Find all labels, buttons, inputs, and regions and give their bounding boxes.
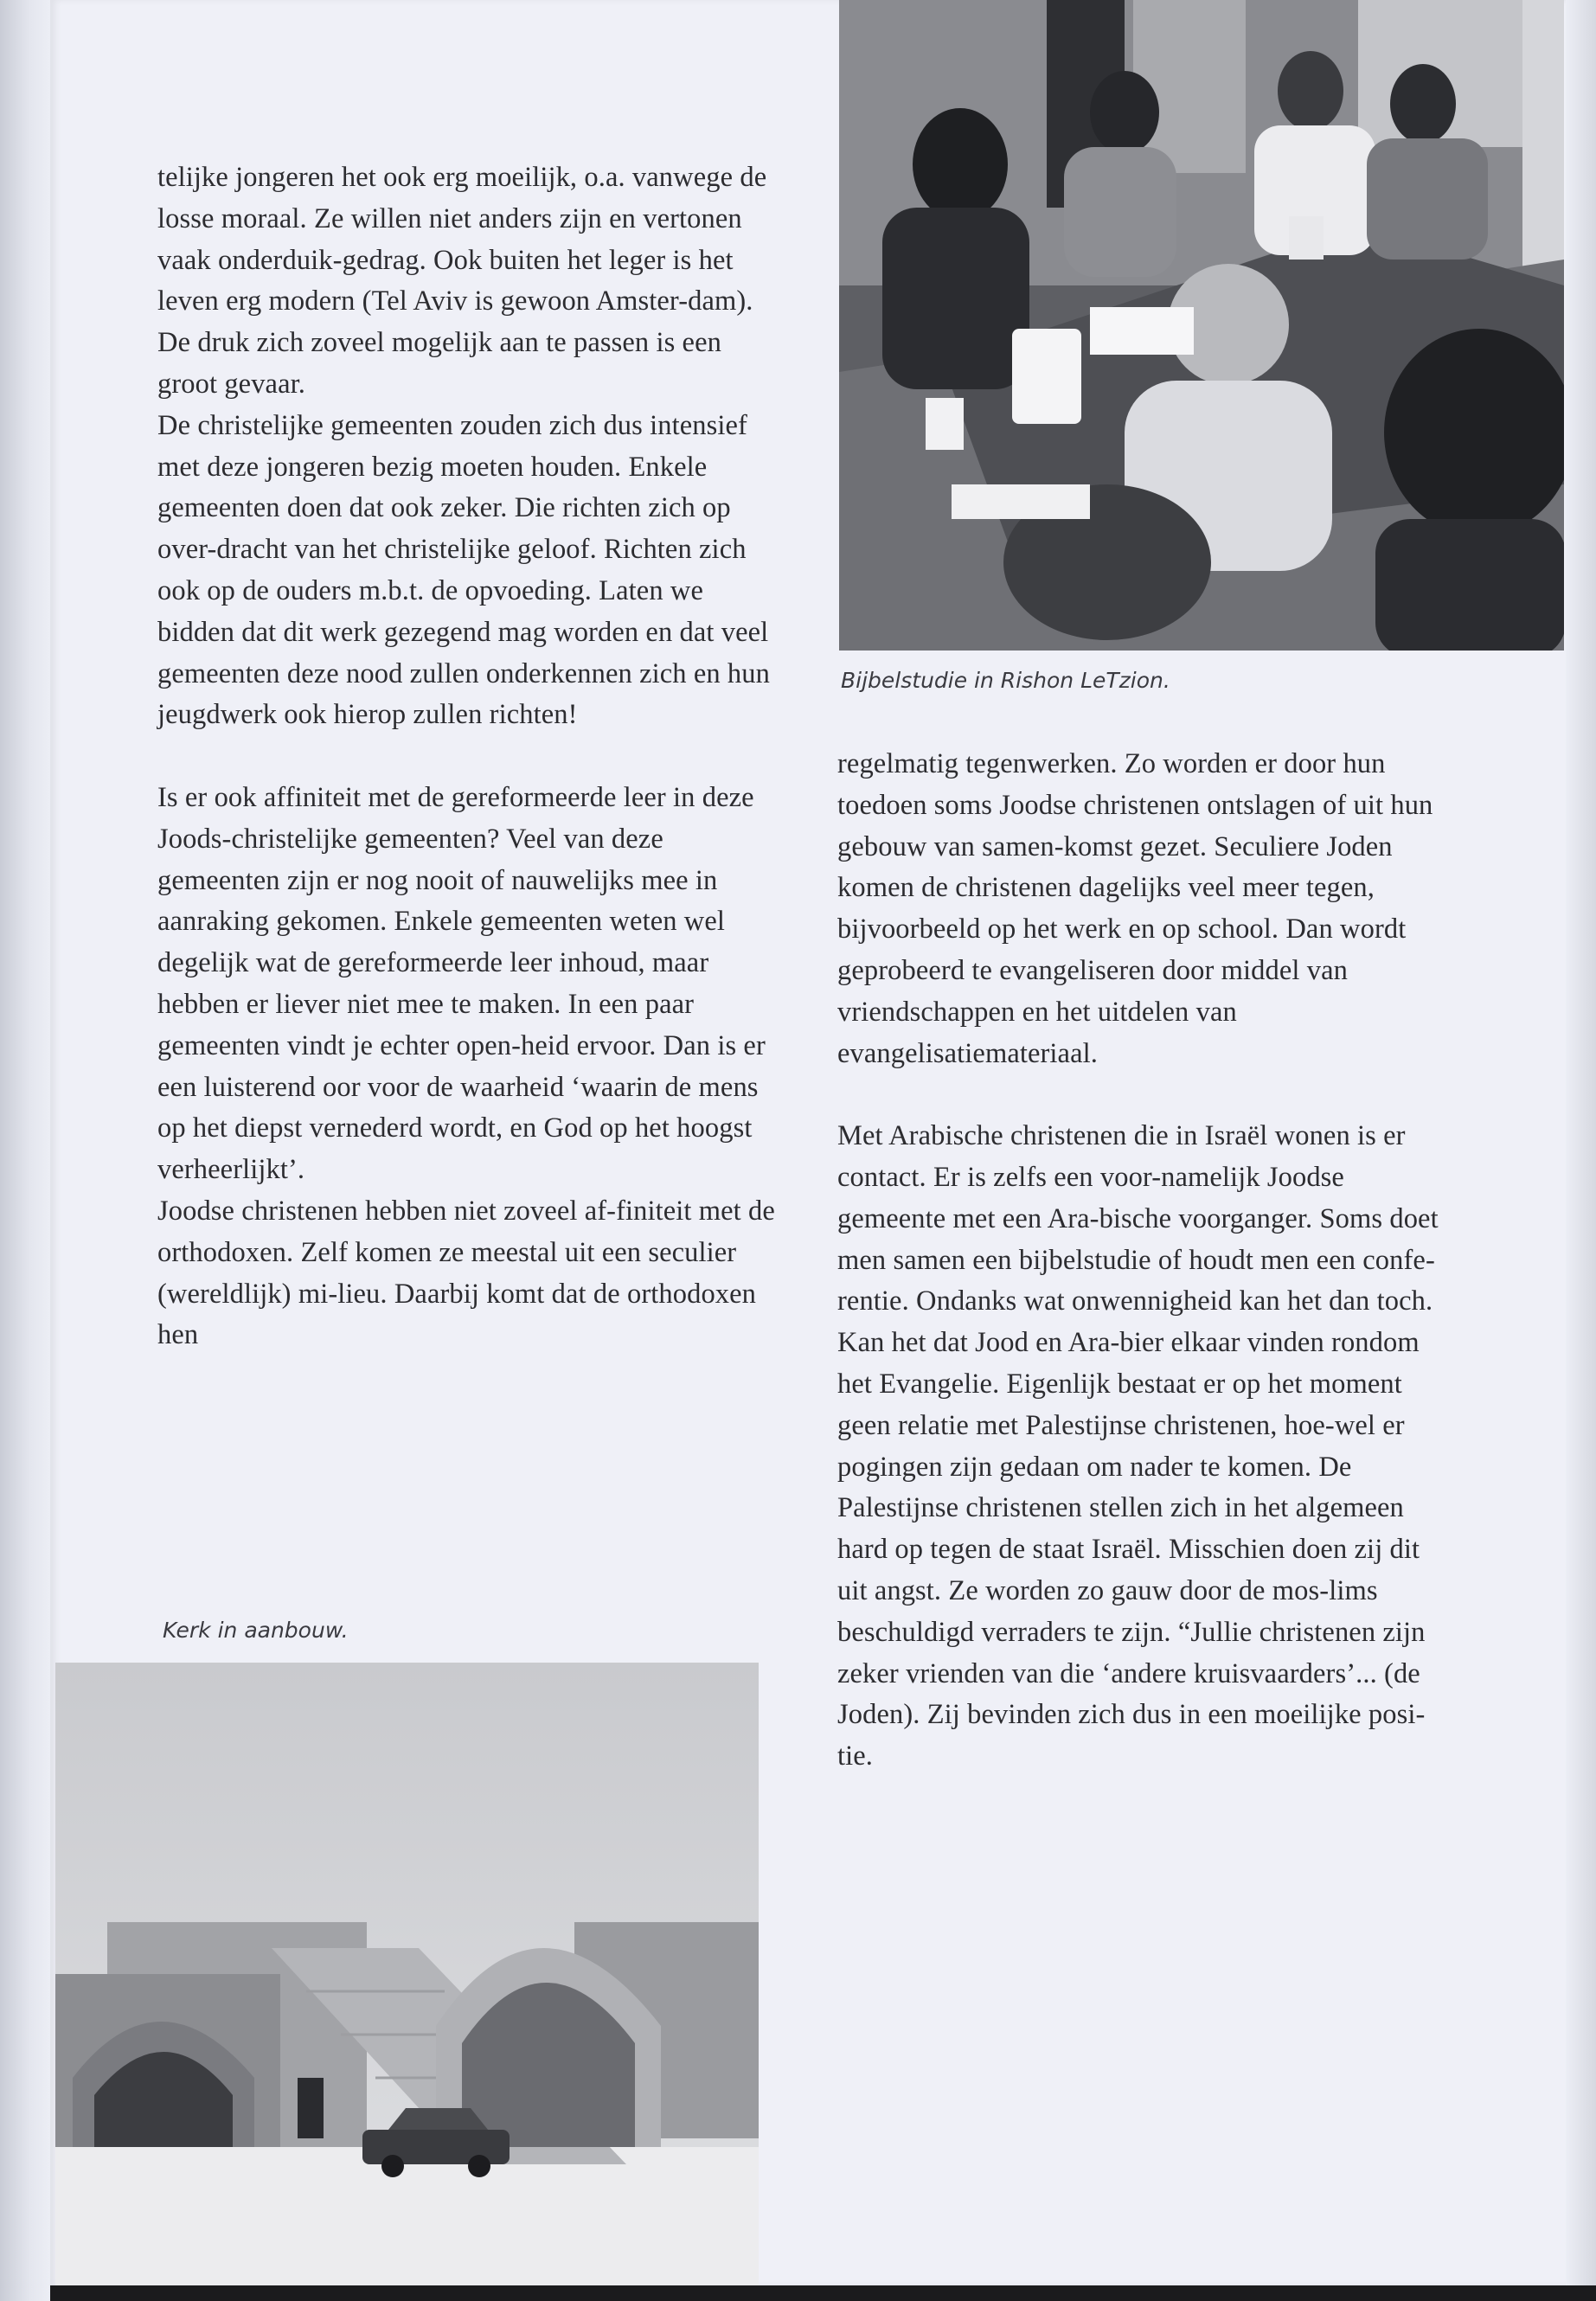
right-text-column bbox=[837, 744, 1443, 1778]
bible-study-caption: Bijbelstudie in Rishon LeTzion. bbox=[841, 668, 1170, 693]
bible-study-photo bbox=[839, 0, 1564, 651]
page-bottom-edge bbox=[50, 2285, 1596, 2301]
paragraph: Is er ook affiniteit met de gereformeerde leer in deze Joods-christelijke gemeenten? Veel van deze gemeenten zijn er nog nooit of nauwelijks mee in aanraking gekomen. Enkele gemeenten weten wel degelijk wat de gereformeerde leer inhoud, maar hebben er liever niet mee te maken. In een paar gemeenten vindt je echter open-heid ervoor. Dan is er een luisterend oor voor de waarheid ‘waarin de mens op het diepst vernederd wordt, en God op het hoogst verheerlijkt’. bbox=[157, 781, 766, 1186]
left-text-column bbox=[157, 157, 780, 1356]
paragraph: telijke jongeren het ook erg moeilijk, o.a. vanwege de losse moraal. Ze willen niet anders zijn en vertonen vaak onderduik-gedrag. Ook buiten het leger is het leven erg modern (Tel Aviv is gewoon Amster-dam). De druk zich zoveel mogelijk aan te passen is een groot gevaar. bbox=[157, 162, 767, 400]
church-construction-photo bbox=[55, 1663, 759, 2285]
paragraph: regelmatig tegenwerken. Zo worden er door hun toedoen soms Joodse christenen ontslagen of uit hun gebouw van samen-komst gezet. Seculiere Joden komen de christenen dagelijks veel meer tegen, bijvoorbeeld op het werk en op school. Dan wordt geprobeerd te evangeliseren door middel van vriendschappen en het uitdelen van evangelisatiemateriaal. bbox=[837, 748, 1433, 1069]
church-caption: Kerk in aanbouw. bbox=[163, 1618, 349, 1643]
paragraph: De christelijke gemeenten zouden zich dus intensief met deze jongeren bezig moeten houden. Enkele gemeenten doen dat ook zeker. Die richten zich op over-dracht van het christelijke geloof. Richten zich ook op de ouders m.b.t. de opvoeding. Laten we bidden dat dit werk gezegend mag worden en dat veel gemeenten deze nood zullen onderkennen zich en hun jeugdwerk ook hierop zullen richten! bbox=[157, 409, 770, 731]
paragraph: Met Arabische christenen die in Israël wonen is er contact. Er is zelfs een voor-namelijk Joodse gemeente met een Ara-bische voorganger. Soms doet men samen een bijbelstudie of houdt men een confe-rentie. Ondanks wat onwennigheid kan het dan toch. Kan het dat Jood en Ara-bier elkaar vinden rondom het Evangelie. Eigenlijk bestaat er op het moment geen relatie met Palestijnse christenen, hoe-wel er pogingen zijn gedaan om nader te komen. De Palestijnse christenen stellen zich in het algemeen hard op tegen de staat Israël. Misschien doen zij dit uit angst. Ze worden zo gauw door de mos-lims beschuldigd verraders te zijn. “Jullie christenen zijn zeker vrienden van die ‘andere kruisvaarders’... (de Joden). Zij bevinden zich dus in een moeilijke posi-tie. bbox=[837, 1120, 1439, 1772]
book-spine bbox=[0, 0, 50, 2301]
paragraph: Joodse christenen hebben niet zoveel af-finiteit met de orthodoxen. Zelf komen ze meestal uit een seculier (wereldlijk) mi-lieu. Daarbij komt dat de orthodoxen hen bbox=[157, 1195, 775, 1351]
page-edge bbox=[1566, 0, 1596, 2285]
